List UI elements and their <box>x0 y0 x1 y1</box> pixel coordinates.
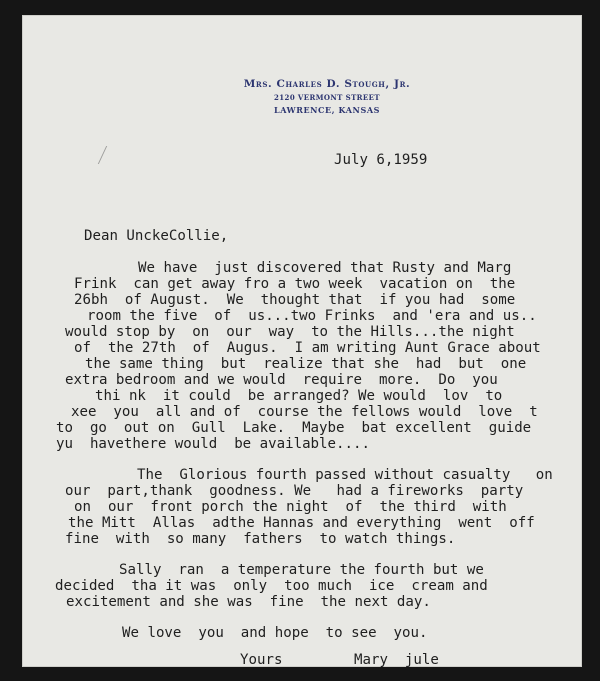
letter-line: decided tha it was only too much ice cream and <box>55 578 488 594</box>
letter-signature: Mary jule <box>354 652 439 668</box>
letter-line: to go out on Gull Lake. Maybe bat excellent guide <box>56 420 532 436</box>
letter-line: the same thing but realize that she had but one <box>85 356 527 372</box>
letter-line: room the five of us...two Frinks and 'era and us.. <box>87 308 537 324</box>
letterhead-street: 2120 VERMONT STREET <box>274 93 380 102</box>
letter-salutation: Dean UnckeCollie, <box>84 228 229 244</box>
letter-line: the Mitt Allas adthe Hannas and everything went off <box>68 515 535 531</box>
letter-line: Frink can get away fro a two week vacation on the <box>74 276 516 292</box>
letter-line: thi nk it could be arranged? We would lov to <box>95 388 503 404</box>
letter-line: our part,thank goodness. We had a fireworks party <box>65 483 524 499</box>
letter-line: We love you and hope to see you. <box>122 625 428 641</box>
letter-date: July 6,1959 <box>334 152 428 168</box>
letter-line: Sally ran a temperature the fourth but we <box>119 562 484 578</box>
letter-line: extra bedroom and we would require more. Do you <box>65 372 498 388</box>
letter-closing: Yours <box>240 652 283 668</box>
letter-line: on our front porch the night of the third with <box>74 499 507 515</box>
letterhead <box>22 78 582 115</box>
letterhead-city: LAWRENCE, KANSAS <box>273 105 381 115</box>
letter-line: fine with so many fathers to watch things. <box>65 531 456 547</box>
letterhead-name: Mrs. Charles D. Stough, Jr. <box>243 78 411 90</box>
letter-line: xee you all and of course the fellows would love t <box>71 404 538 420</box>
letter-line: The Glorious fourth passed without casualty on <box>137 467 553 483</box>
pencil-mark <box>98 146 121 164</box>
letter-line: yu havethere would be available.... <box>56 436 370 452</box>
letter-line: 26bh of August. We thought that if you had some <box>74 292 516 308</box>
letter-line: excitement and she was fine the next day. <box>66 594 431 610</box>
letter-page <box>22 15 582 667</box>
letter-line: We have just discovered that Rusty and Marg <box>138 260 512 276</box>
letter-line: of the 27th of Augus. I am writing Aunt Grace about <box>74 340 541 356</box>
letter-line: would stop by on our way to the Hills...the night <box>65 324 515 340</box>
